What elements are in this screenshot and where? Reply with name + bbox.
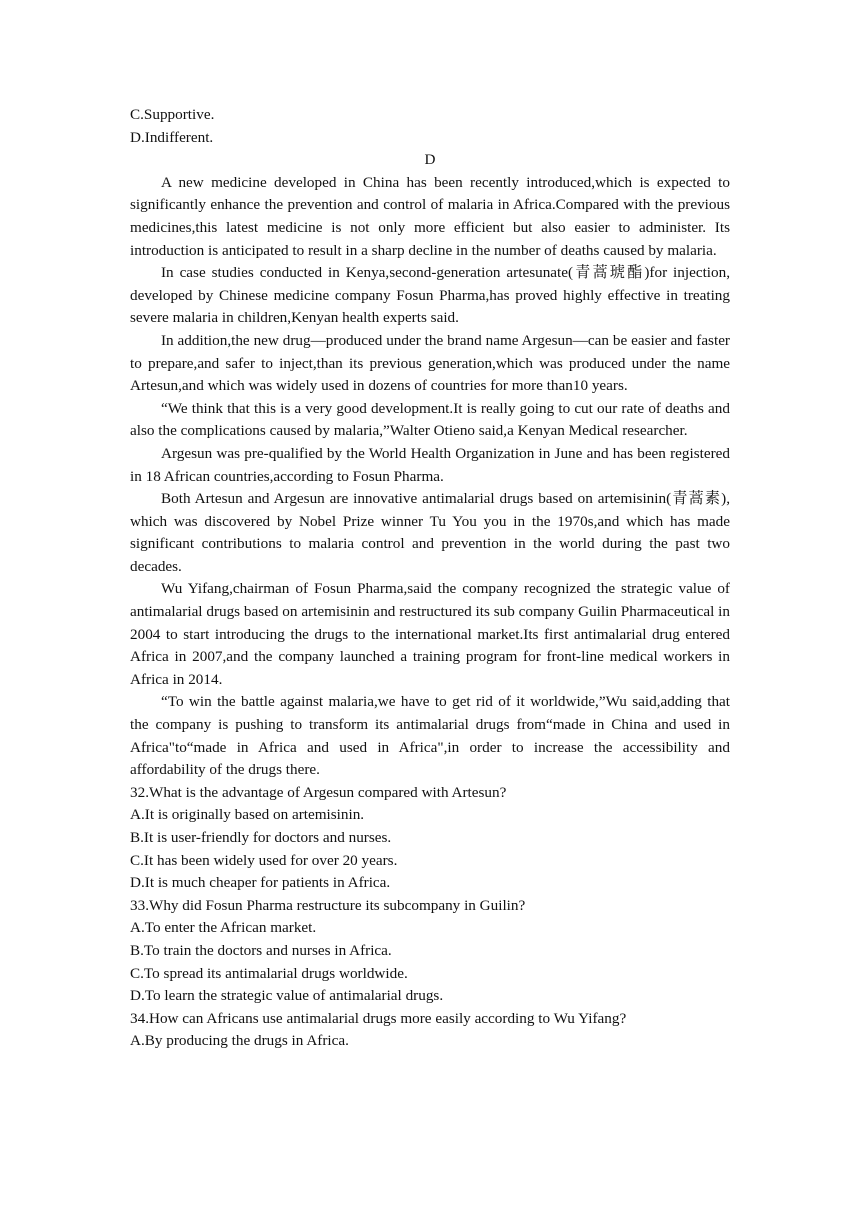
passage-paragraph-4: “We think that this is a very good development.It is really going to cut our rate of deaths and also the complications caused by malaria,”Walter Otieno said,a Kenyan Medical researcher. xyxy=(130,399,730,440)
question-33-stem: 33.Why did Fosun Pharma restructure its subcompany in Guilin? xyxy=(130,896,526,914)
passage-paragraph-5: Argesun was pre-qualified by the World Health Organization in June and has been registered in 18 African countries,according to Fosun Pharma. xyxy=(130,444,730,485)
question-32-option-a: A.It is originally based on artemisinin. xyxy=(130,806,365,824)
passage-paragraph-2: In case studies conducted in Kenya,second-generation artesunate(青蒿琥酯)for injection, developed by Chinese medicine company Fosun Pharma,has proved highly effective in treating severe malaria in children,Kenyan health experts said. xyxy=(130,264,730,327)
question-34-stem: 34.How can Africans use antimalarial drugs more easily according to Wu Yifang? xyxy=(130,1009,627,1027)
question-33-option-b: B.To train the doctors and nurses in Africa. xyxy=(130,941,392,959)
question-33-option-a: A.To enter the African market. xyxy=(130,919,317,937)
passage-paragraph-7: Wu Yifang,chairman of Fosun Pharma,said the company recognized the strategic value of antimalarial drugs based on artemisinin and restructured its sub company Guilin Pharmaceutical in 2004 to start introducing the drugs to the international market.Its first antimalarial drug entered Africa in 2007,and the company launched a training program for front-line medical workers in Africa in 2014. xyxy=(130,580,730,688)
question-32-option-d: D.It is much cheaper for patients in Africa. xyxy=(130,874,391,892)
question-32-stem: 32.What is the advantage of Argesun compared with Artesun? xyxy=(130,783,507,801)
document-page xyxy=(130,104,730,1053)
passage-paragraph-6: Both Artesun and Argesun are innovative antimalarial drugs based on artemisinin(青蒿素), which was discovered by Nobel Prize winner Tu You you in the 1970s,and which has made significant contributions to malaria control and prevention in the world during the past two decades. xyxy=(130,490,730,575)
question-32-option-b: B.It is user-friendly for doctors and nurses. xyxy=(130,829,392,846)
question-33-option-c: C.To spread its antimalarial drugs worldwide. xyxy=(130,964,408,982)
question-34-option-a: A.By producing the drugs in Africa. xyxy=(130,1032,349,1050)
passage-paragraph-1: A new medicine developed in China has been recently introduced,which is expected to significantly enhance the prevention and control of malaria in Africa.Compared with the previous medicines,this latest medicine is not only more efficient but also easier to administer. Its introduction is anticipated to result in a sharp decline in the number of deaths caused by malaria. xyxy=(130,173,730,259)
passage-paragraph-3: In addition,the new drug—produced under the brand name Argesun—can be easier and faster to prepare,and safer to inject,than its previous generation,which was produced under the name Artesun,and which was widely used in dozens of countries for more than10 years. xyxy=(130,331,730,395)
question-33-option-d: D.To learn the strategic value of antimalarial drugs. xyxy=(130,987,444,1005)
previous-option-d: D.Indifferent. xyxy=(130,128,214,146)
question-32-option-c: C.It has been widely used for over 20 years. xyxy=(130,851,398,869)
passage-paragraph-8: “To win the battle against malaria,we have to get rid of it worldwide,”Wu said,adding that the company is pushing to transform its antimalarial drugs from“made in China and used in Africa"to“made in Africa and used in Africa",in order to increase the accessibility and affordability of the drugs there. xyxy=(130,693,730,779)
section-heading: D xyxy=(424,151,436,169)
previous-option-c: C.Supportive. xyxy=(130,106,215,123)
